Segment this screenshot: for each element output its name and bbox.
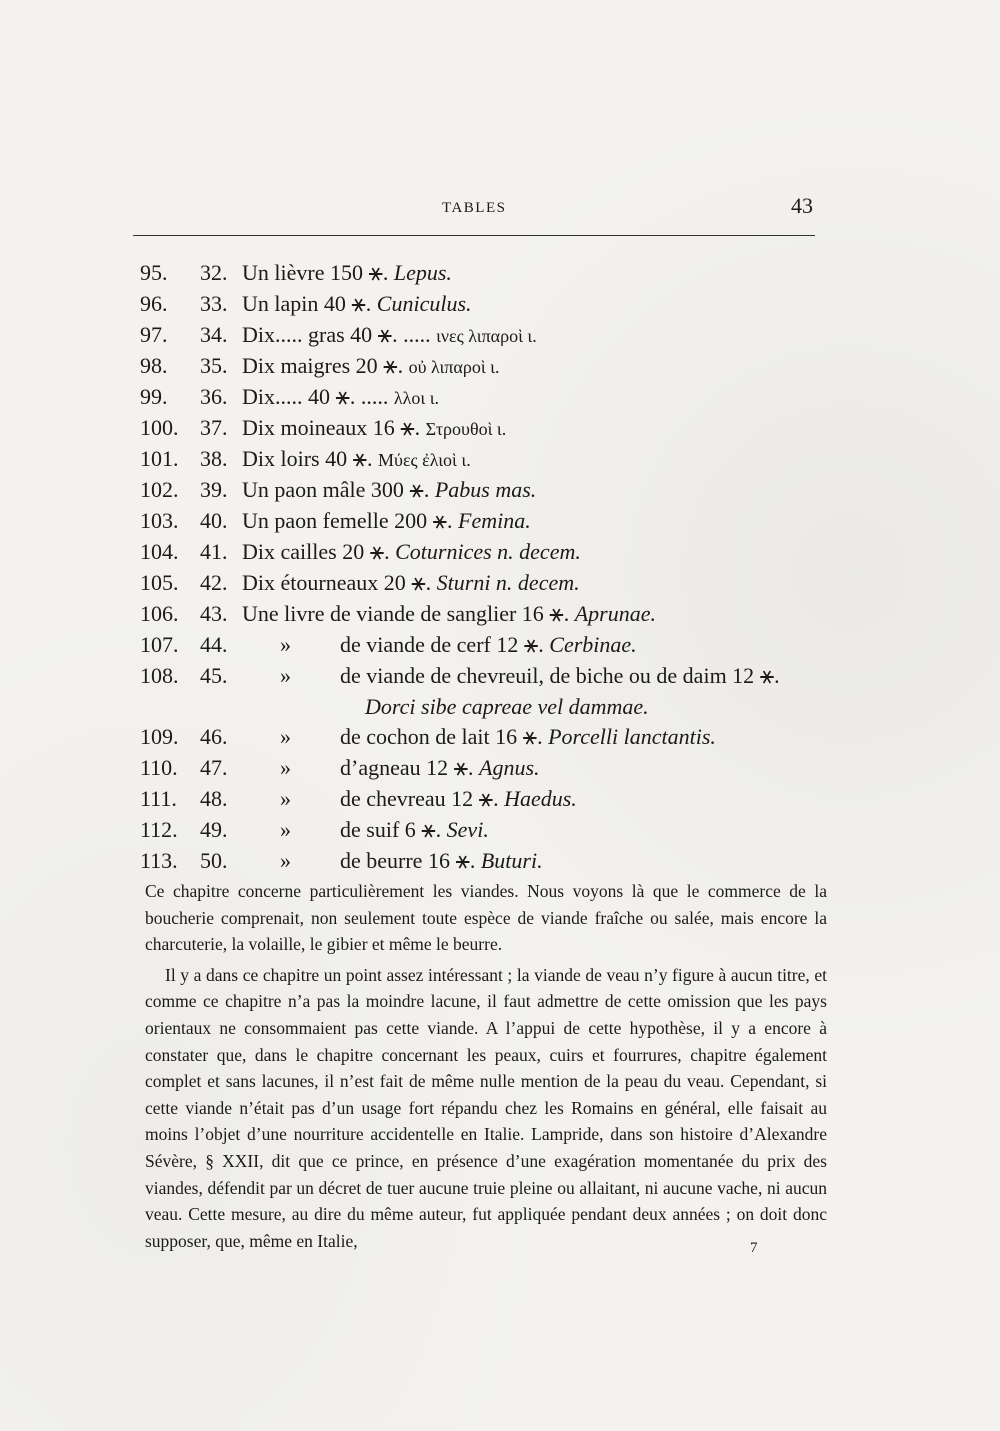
section-number: 45. bbox=[200, 663, 228, 688]
separator: . bbox=[774, 663, 780, 688]
table-row bbox=[140, 350, 840, 381]
separator: . bbox=[382, 260, 394, 285]
row-number: 107. bbox=[140, 632, 179, 657]
row-number: 102. bbox=[140, 477, 179, 502]
section-number: 44. bbox=[200, 632, 228, 657]
header-rule bbox=[133, 235, 815, 236]
item-label: Un paon femelle 200 bbox=[242, 508, 433, 533]
item-label: de beurre 16 bbox=[340, 848, 456, 873]
item-original: Sevi. bbox=[446, 817, 489, 842]
section-number: 33. bbox=[200, 291, 228, 316]
item-text bbox=[340, 845, 543, 876]
separator: . bbox=[469, 848, 481, 873]
separator: . bbox=[537, 724, 549, 749]
item-text bbox=[242, 567, 580, 598]
paragraph-2: Il y a dans ce chapitre un point assez intéressant ; la viande de veau n’y figure à aucun titre, et comme ce chapitre n’a pas la moindre lacune, il faut admettre de cette omission que les pays orientaux ne consommaient pas cette viande. A l’appui de cette hypothèse, il y a encore à constater que, dans le chapitre concernant les peaux, cuirs et fourrures, chapitre également complet et sans lacunes, il n’est fait de même nulle mention de la peau du veau. Cependant, si cette viande n’était pas d’un usage fort répandu chez les Romains en général, elle faisait au moins l’objet d’une nourriture accidentelle en Italie. Lampride, dans son histoire d’Alexandre Sévère, § XXII, dit que ce prince, en présence d’une exagération momentanée du prix des viandes, défendit par un décret de tuer aucune truie pleine ou allaitant, ni aucune vache, ni aucun veau. Cette mesure, au dire du même auteur, fut appliquée pendant deux années ; on doit donc supposer, que, même en Italie, bbox=[145, 964, 827, 1251]
separator: . bbox=[414, 415, 426, 440]
item-original: λλοι ι. bbox=[393, 388, 440, 408]
item-label: de cochon de lait 16 bbox=[340, 724, 523, 749]
row-number: 111. bbox=[140, 786, 177, 811]
section-number: 32. bbox=[200, 260, 228, 285]
denarius-symbol: ⚹ bbox=[383, 351, 398, 379]
table-row bbox=[140, 783, 840, 814]
item-original: Στρουθοὶ ι. bbox=[425, 419, 507, 439]
separator: . bbox=[493, 786, 505, 811]
row-number: 100. bbox=[140, 415, 179, 440]
section-number: 36. bbox=[200, 384, 228, 409]
row-number: 108. bbox=[140, 663, 179, 688]
row-number: 98. bbox=[140, 353, 168, 378]
denarius-symbol: ⚹ bbox=[409, 475, 424, 503]
item-text bbox=[242, 381, 439, 414]
section-number: 42. bbox=[200, 570, 228, 595]
table-row bbox=[140, 381, 840, 412]
denarius-symbol: ⚹ bbox=[369, 537, 385, 565]
table-row bbox=[140, 443, 840, 474]
item-original: Sturni n. decem. bbox=[436, 570, 580, 595]
price-table bbox=[140, 257, 840, 876]
item-original: Buturi. bbox=[480, 848, 543, 873]
item-original: ινες λιπαροὶ ι. bbox=[436, 326, 537, 346]
item-label: de chevreau 12 bbox=[340, 786, 479, 811]
item-text bbox=[242, 257, 452, 288]
row-number: 103. bbox=[140, 508, 179, 533]
table-row bbox=[140, 629, 840, 660]
row-number: 110. bbox=[140, 755, 178, 780]
commentary bbox=[145, 878, 827, 1254]
table-row bbox=[140, 505, 840, 536]
separator: . bbox=[367, 446, 379, 471]
separator: . bbox=[435, 817, 447, 842]
table-row bbox=[140, 257, 840, 288]
item-text bbox=[340, 752, 540, 783]
item-original: Cuniculus. bbox=[376, 291, 472, 316]
paragraph-1: Ce chapitre concerne particulièrement les viandes. Nous voyons là que le commerce de la boucherie comprenait, non seulement toute espèce de viande fraîche ou salée, mais encore la charcuterie, la volaille, le gibier et même le beurre. bbox=[145, 881, 827, 955]
row-number: 106. bbox=[140, 601, 179, 626]
continuation-text: Dorci sibe capreae vel dammae. bbox=[365, 694, 649, 719]
denarius-symbol: ⚹ bbox=[421, 815, 436, 843]
table-row bbox=[140, 288, 840, 319]
ditto-mark: » bbox=[280, 848, 291, 873]
item-label: de viande de chevreuil, de biche ou de daim 12 bbox=[340, 663, 760, 688]
table-row bbox=[140, 567, 840, 598]
ditto-mark: » bbox=[280, 817, 291, 842]
ditto-mark: » bbox=[280, 724, 291, 749]
item-original: Porcelli lanctantis. bbox=[548, 724, 716, 749]
item-label: de viande de cerf 12 bbox=[340, 632, 524, 657]
item-text bbox=[340, 660, 780, 691]
row-number: 105. bbox=[140, 570, 179, 595]
table-row bbox=[140, 319, 840, 350]
signature-mark: 7 bbox=[750, 1240, 758, 1256]
section-number: 41. bbox=[200, 539, 228, 564]
row-number: 95. bbox=[140, 260, 168, 285]
ditto-mark: » bbox=[280, 663, 291, 688]
denarius-symbol: ⚹ bbox=[522, 722, 538, 750]
ditto-mark: » bbox=[280, 632, 291, 657]
item-original: οὐ λιπαροὶ ι. bbox=[408, 357, 500, 377]
item-label: Un lièvre 150 bbox=[242, 260, 369, 285]
item-original: Lepus. bbox=[393, 260, 452, 285]
denarius-symbol: ⚹ bbox=[377, 320, 393, 348]
separator: . bbox=[384, 539, 396, 564]
separator: . bbox=[447, 508, 459, 533]
item-text bbox=[242, 598, 656, 629]
separator: . ..... bbox=[349, 384, 394, 409]
section-number: 37. bbox=[200, 415, 228, 440]
row-number: 112. bbox=[140, 817, 178, 842]
denarius-symbol: ⚹ bbox=[432, 506, 448, 534]
section-number: 43. bbox=[200, 601, 228, 626]
separator: . bbox=[563, 601, 575, 626]
item-text bbox=[242, 443, 471, 476]
item-original: Cerbinae. bbox=[549, 632, 637, 657]
item-text bbox=[242, 412, 506, 445]
item-label: de suif 6 bbox=[340, 817, 422, 842]
item-label: Dix..... 40 bbox=[242, 384, 336, 409]
denarius-symbol: ⚹ bbox=[335, 382, 350, 410]
page-header bbox=[133, 193, 815, 223]
denarius-symbol: ⚹ bbox=[411, 568, 426, 596]
row-number: 97. bbox=[140, 322, 168, 347]
table-row bbox=[140, 536, 840, 567]
item-text bbox=[242, 288, 472, 319]
row-number: 109. bbox=[140, 724, 179, 749]
item-original: Pabus mas. bbox=[434, 477, 537, 502]
denarius-symbol: ⚹ bbox=[455, 846, 470, 874]
separator: . ..... bbox=[392, 322, 437, 347]
separator: . bbox=[397, 353, 409, 378]
denarius-symbol: ⚹ bbox=[352, 444, 368, 472]
item-label: Un paon mâle 300 bbox=[242, 477, 410, 502]
section-number: 48. bbox=[200, 786, 228, 811]
ditto-mark: » bbox=[280, 786, 291, 811]
table-row bbox=[140, 474, 840, 505]
item-original: Coturnices n. decem. bbox=[395, 539, 581, 564]
section-number: 47. bbox=[200, 755, 228, 780]
denarius-symbol: ⚹ bbox=[759, 661, 775, 689]
denarius-symbol: ⚹ bbox=[453, 753, 469, 781]
section-number: 38. bbox=[200, 446, 228, 471]
section-number: 40. bbox=[200, 508, 228, 533]
item-text bbox=[340, 814, 489, 845]
table-row bbox=[140, 721, 840, 752]
item-text bbox=[340, 721, 716, 752]
item-text bbox=[340, 783, 577, 814]
row-number: 99. bbox=[140, 384, 168, 409]
item-text bbox=[242, 350, 500, 383]
section-number: 39. bbox=[200, 477, 228, 502]
item-label: Dix cailles 20 bbox=[242, 539, 370, 564]
row-number: 113. bbox=[140, 848, 178, 873]
table-row bbox=[140, 598, 840, 629]
row-number: 104. bbox=[140, 539, 179, 564]
section-number: 34. bbox=[200, 322, 228, 347]
item-label: Dix loirs 40 bbox=[242, 446, 353, 471]
denarius-symbol: ⚹ bbox=[351, 289, 366, 317]
table-row bbox=[140, 412, 840, 443]
item-label: Dix moineaux 16 bbox=[242, 415, 401, 440]
section-number: 49. bbox=[200, 817, 228, 842]
section-number: 50. bbox=[200, 848, 228, 873]
separator: . bbox=[365, 291, 377, 316]
item-label: Une livre de viande de sanglier 16 bbox=[242, 601, 550, 626]
item-label: d’agneau 12 bbox=[340, 755, 454, 780]
item-original: Μύες ἐλιοὶ ι. bbox=[378, 450, 471, 470]
section-number: 35. bbox=[200, 353, 228, 378]
table-row bbox=[140, 660, 840, 691]
running-title: TABLES bbox=[442, 200, 507, 216]
item-original: Aprunae. bbox=[574, 601, 656, 626]
page-number: 43 bbox=[791, 193, 813, 218]
separator: . bbox=[425, 570, 437, 595]
item-text bbox=[340, 629, 637, 660]
item-original: Femina. bbox=[458, 508, 531, 533]
separator: . bbox=[538, 632, 550, 657]
section-number: 46. bbox=[200, 724, 228, 749]
table-row bbox=[140, 845, 840, 876]
denarius-symbol: ⚹ bbox=[478, 784, 494, 812]
ditto-mark: » bbox=[280, 755, 291, 780]
item-text bbox=[242, 505, 531, 536]
separator: . bbox=[423, 477, 435, 502]
item-label: Dix..... gras 40 bbox=[242, 322, 378, 347]
denarius-symbol: ⚹ bbox=[523, 630, 539, 658]
item-text bbox=[242, 474, 536, 505]
denarius-symbol: ⚹ bbox=[368, 258, 383, 286]
denarius-symbol: ⚹ bbox=[400, 413, 415, 441]
continuation-row bbox=[140, 691, 840, 721]
separator: . bbox=[468, 755, 480, 780]
item-text bbox=[242, 319, 537, 352]
row-number: 96. bbox=[140, 291, 168, 316]
item-original: Haedus. bbox=[504, 786, 577, 811]
item-text bbox=[242, 536, 581, 567]
denarius-symbol: ⚹ bbox=[549, 599, 564, 627]
item-original: Agnus. bbox=[479, 755, 540, 780]
table-row bbox=[140, 814, 840, 845]
item-label: Un lapin 40 bbox=[242, 291, 352, 316]
row-number: 101. bbox=[140, 446, 179, 471]
item-label: Dix maigres 20 bbox=[242, 353, 384, 378]
table-row bbox=[140, 752, 840, 783]
item-label: Dix étourneaux 20 bbox=[242, 570, 412, 595]
